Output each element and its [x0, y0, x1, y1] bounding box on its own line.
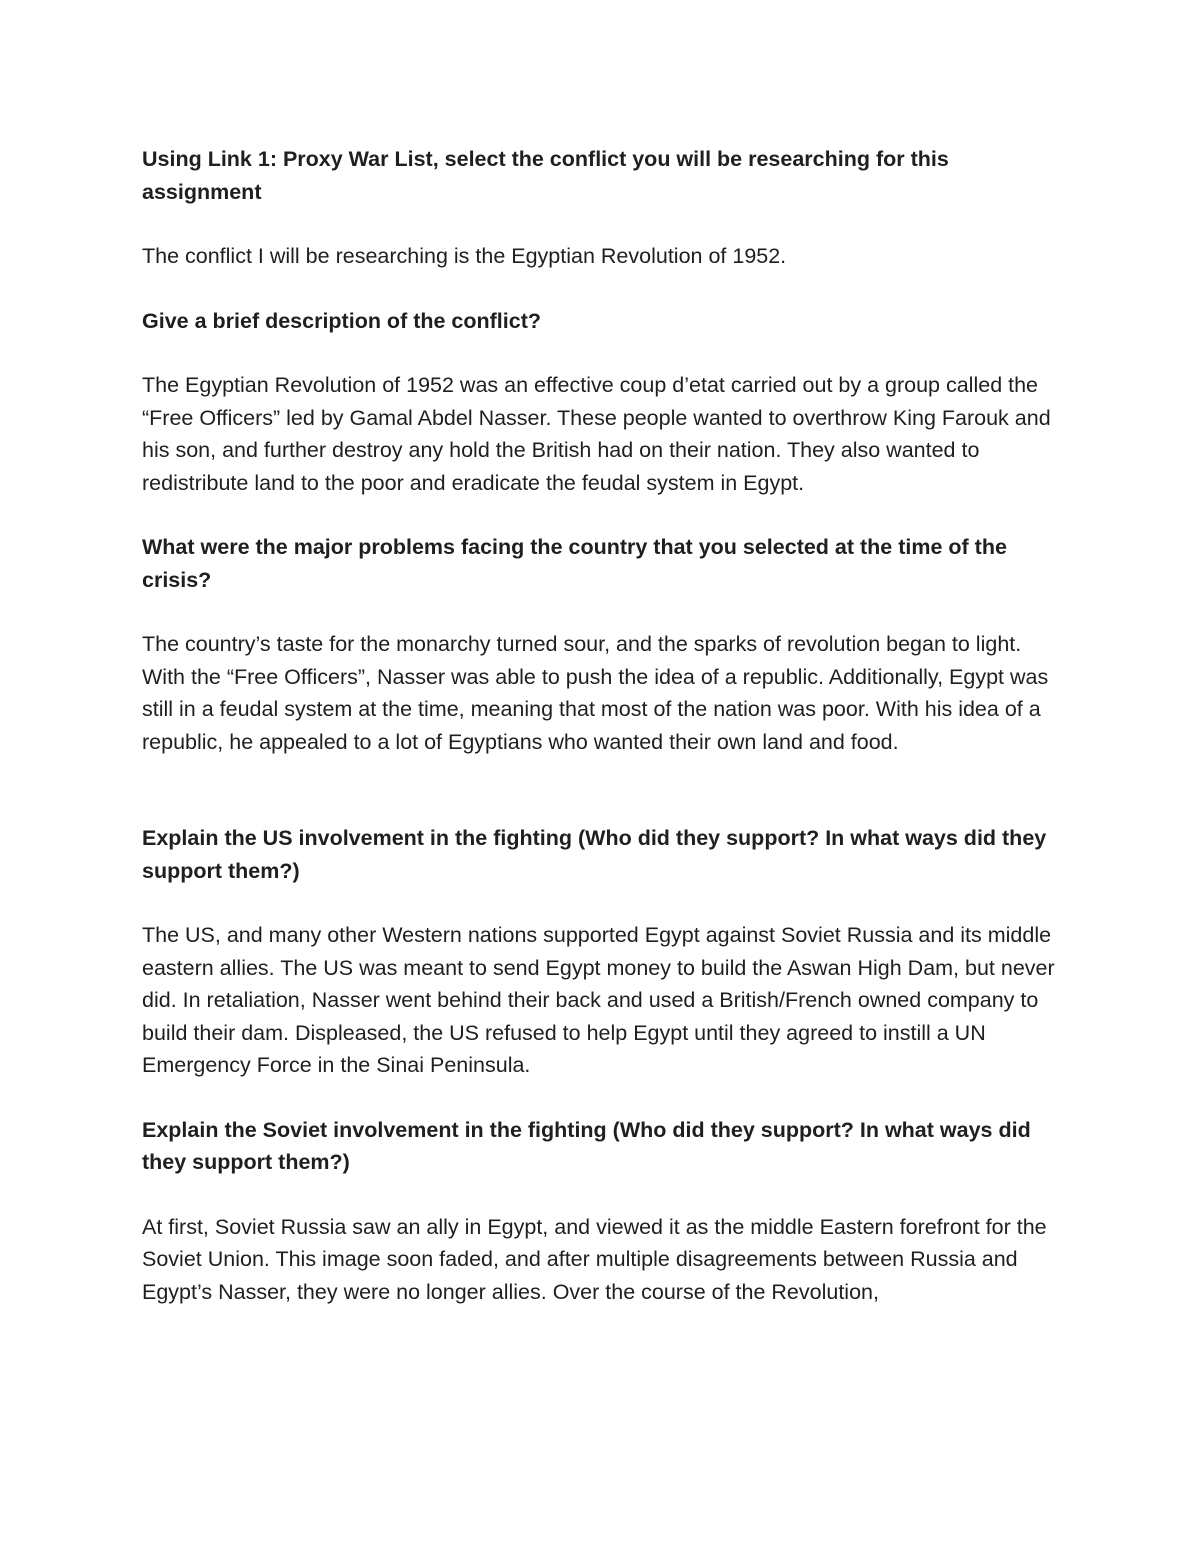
question-3-heading: What were the major problems facing the country that you selected at the time of the crisis? — [142, 535, 1007, 592]
blank-line-spacer — [142, 790, 1070, 822]
answer-3-text: The country’s taste for the monarchy turned sour, and the sparks of revolution began to light. With the “Free Officers”, Nasser was able to push the idea of a republic. Additionally, Egypt was still in a feudal system at the time, meaning that most of the nation was poor. With his idea of a republic, he appealed to a lot of Egyptians who wanted their own land and food. — [142, 632, 1049, 754]
question-2-heading: Give a brief description of the conflict? — [142, 308, 541, 333]
answer-5-text: At first, Soviet Russia saw an ally in Egypt, and viewed it as the middle Eastern forefront for the Soviet Union. This image soon faded, and after multiple disagreements between Russia and Egypt’s Nasser, they were no longer allies. Over the course of the Revolution, — [142, 1214, 1047, 1304]
question-4-heading: Explain the US involvement in the fighting (Who did they support? In what ways did they support them?) — [142, 826, 1047, 883]
question-5-heading: Explain the Soviet involvement in the fighting (Who did they support? In what ways did they support them?) — [142, 1117, 1031, 1174]
answer-4-text: The US, and many other Western nations supported Egypt against Soviet Russia and its middle eastern allies. The US was meant to send Egypt money to build the Aswan High Dam, but never did. In retaliation, Nasser went behind their back and used a British/French owned company to build their dam. Displeased, the US refused to help Egypt until they agreed to instill a UN Emergency Force in the Sinai Peninsula. — [142, 923, 1055, 1077]
answer-2-text: The Egyptian Revolution of 1952 was an effective coup d’etat carried out by a group called the “Free Officers” led by Gamal Abdel Nasser. These people wanted to overthrow King Farouk and his son, and further destroy any hold the British had on their nation. They also wanted to redistribute land to the poor and eradicate the feudal system in Egypt. — [142, 373, 1051, 495]
question-1-heading: Using Link 1: Proxy War List, select the conflict you will be researching for this assignment — [142, 147, 949, 204]
answer-1-text: The conflict I will be researching is the Egyptian Revolution of 1952. — [142, 244, 787, 268]
